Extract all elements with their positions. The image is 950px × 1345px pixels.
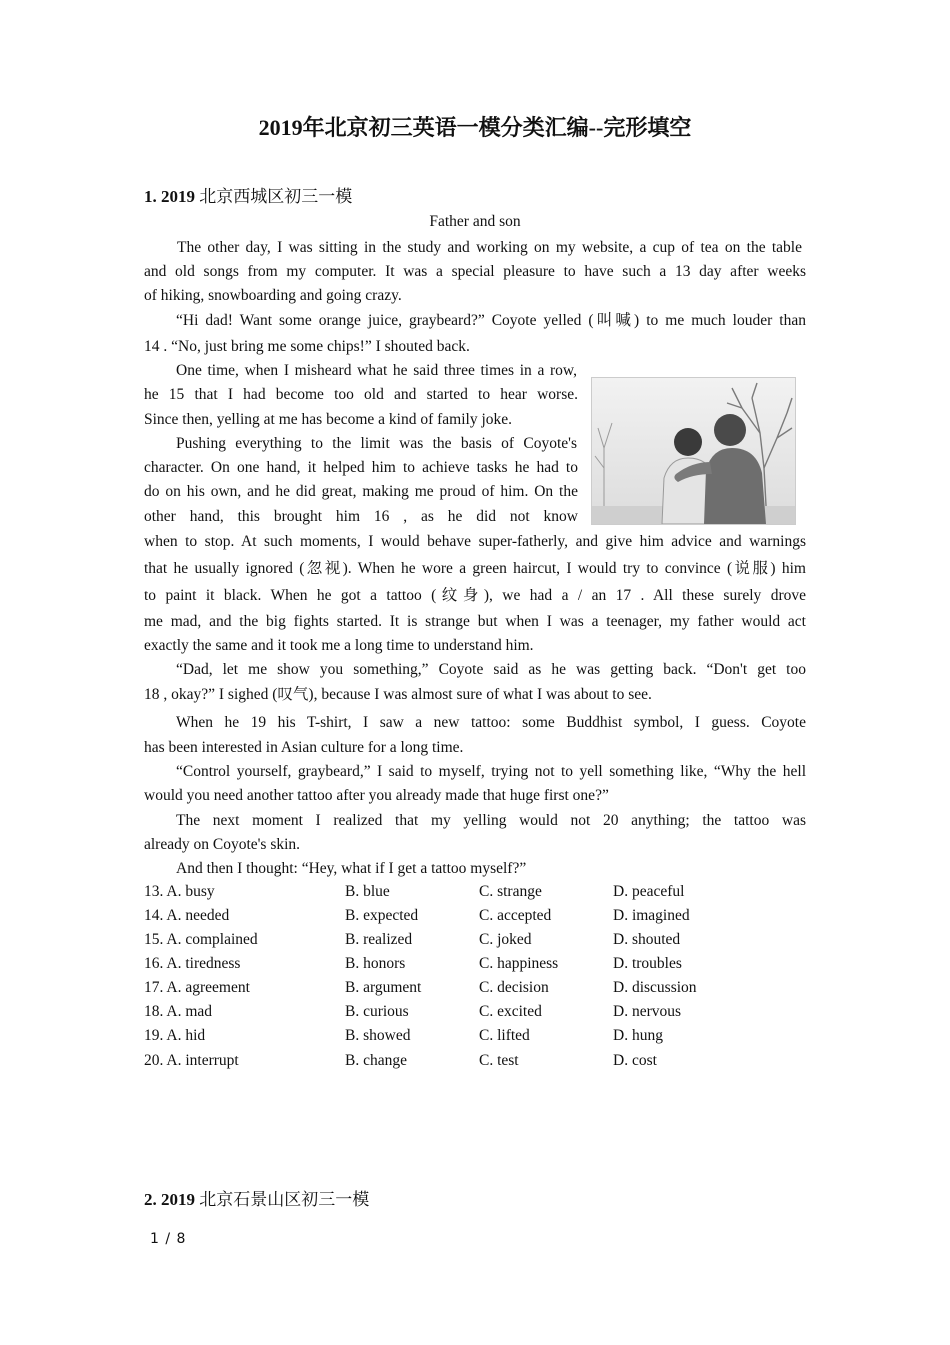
passage-line: The next moment I realized that my yelling would not 20 anything; the tattoo was	[176, 812, 806, 829]
option-a: 16. A. tiredness	[144, 955, 241, 972]
father-son-illustration	[592, 378, 795, 524]
passage-line: has been interested in Asian culture for a long time.	[144, 739, 464, 756]
passage-line: he 15 that I had become too old and started to hear worse.	[144, 386, 578, 403]
option-d: D. discussion	[613, 979, 697, 996]
passage-title: Father and son	[429, 213, 521, 230]
option-d: D. nervous	[613, 1003, 682, 1020]
option-b: B. argument	[345, 979, 422, 996]
option-row	[144, 979, 806, 1001]
passage-line: me mad, and the big fights started. It is strange but when I was a teenager, my father would act	[144, 613, 806, 630]
option-row	[144, 955, 806, 977]
passage-line: One time, when I misheard what he said three times in a row,	[176, 362, 577, 379]
passage-line: “Control yourself, graybeard,” I said to myself, trying not to yell something like, “Why the hell	[176, 763, 806, 780]
option-c: C. joked	[479, 931, 532, 948]
option-b: B. showed	[345, 1027, 411, 1044]
section-1-number: 1. 2019	[144, 187, 195, 206]
option-c: C. happiness	[479, 955, 559, 972]
option-row	[144, 1052, 806, 1074]
passage-line: When he 19 his T-shirt, I saw a new tattoo: some Buddhist symbol, I guess. Coyote	[176, 714, 806, 731]
passage-line: “Dad, let me show you something,” Coyote said as he was getting back. “Don't get too	[176, 661, 806, 678]
option-c: C. strange	[479, 883, 542, 900]
passage-line: Pushing everything to the limit was the basis of Coyote's	[176, 435, 577, 452]
passage-line: character. On one hand, it helped him to achieve tasks he had to	[144, 459, 578, 476]
passage-line: 14 . “No, just bring me some chips!” I shouted back.	[144, 338, 470, 355]
option-d: D. shouted	[613, 931, 681, 948]
section-2-number: 2. 2019	[144, 1190, 195, 1209]
page-number: 1 / 8	[150, 1231, 187, 1247]
option-d: D. peaceful	[613, 883, 685, 900]
passage-line: would you need another tattoo after you already made that huge first one?”	[144, 787, 609, 804]
father-son-photo	[591, 377, 796, 525]
passage-line: already on Coyote's skin.	[144, 836, 301, 853]
option-c: C. lifted	[479, 1027, 530, 1044]
passage-line: that he usually ignored (忽视). When he wore a green haircut, I would try to convince (说服) him	[144, 560, 806, 577]
option-c: C. accepted	[479, 907, 552, 924]
passage-line: to paint it black. When he got a tattoo (纹身), we had a / an 17 . All these surely drove	[144, 587, 806, 604]
passage-line: and old songs from my computer. It was a special pleasure to have such a 13 day after weeks	[144, 263, 806, 280]
passage-line: when to stop. At such moments, I would behave super-fatherly, and give him advice and warnings	[144, 533, 806, 550]
option-b: B. change	[345, 1052, 407, 1069]
option-c: C. test	[479, 1052, 519, 1069]
option-a: 20. A. interrupt	[144, 1052, 239, 1069]
passage-line: do on his own, and he did great, making me proud of him. On the	[144, 483, 578, 500]
option-c: C. excited	[479, 1003, 542, 1020]
option-a: 17. A. agreement	[144, 979, 250, 996]
passage-line: of hiking, snowboarding and going crazy.	[144, 287, 402, 304]
option-d: D. hung	[613, 1027, 663, 1044]
option-a: 18. A. mad	[144, 1003, 213, 1020]
option-a: 15. A. complained	[144, 931, 258, 948]
option-b: B. curious	[345, 1003, 409, 1020]
option-b: B. honors	[345, 955, 406, 972]
passage-line: other hand, this brought him 16 , as he did not know	[144, 508, 578, 525]
passage-line: 18 , okay?” I sighed (叹气), because I was almost sure of what I was about to see.	[144, 686, 652, 703]
option-a: 19. A. hid	[144, 1027, 206, 1044]
passage-line: Since then, yelling at me has become a kind of family joke.	[144, 411, 513, 428]
passage-line: And then I thought: “Hey, what if I get a tattoo myself?”	[176, 860, 527, 877]
option-d: D. cost	[613, 1052, 657, 1069]
section-1-name: 北京西城区初三一模	[199, 187, 353, 206]
passage-line: “Hi dad! Want some orange juice, graybeard?” Coyote yelled (叫喊) to me much louder than	[176, 312, 806, 329]
option-row	[144, 1003, 806, 1025]
section-2-heading	[144, 1185, 369, 1210]
option-b: B. blue	[345, 883, 390, 900]
option-row	[144, 883, 806, 905]
option-row	[144, 931, 806, 953]
option-b: B. realized	[345, 931, 413, 948]
option-b: B. expected	[345, 907, 419, 924]
section-1-heading	[144, 182, 352, 207]
option-row	[144, 1027, 806, 1049]
passage-line: exactly the same and it took me a long time to understand him.	[144, 637, 534, 654]
option-a: 14. A. needed	[144, 907, 230, 924]
option-d: D. imagined	[613, 907, 690, 924]
option-c: C. decision	[479, 979, 549, 996]
option-row	[144, 907, 806, 929]
page-title: 2019年北京初三英语一模分类汇编--完形填空	[258, 115, 692, 140]
passage-line: The other day, I was sitting in the study and working on my website, a cup of tea on the table	[177, 239, 802, 256]
section-2-name: 北京石景山区初三一模	[199, 1190, 370, 1209]
option-d: D. troubles	[613, 955, 682, 972]
option-a: 13. A. busy	[144, 883, 215, 900]
